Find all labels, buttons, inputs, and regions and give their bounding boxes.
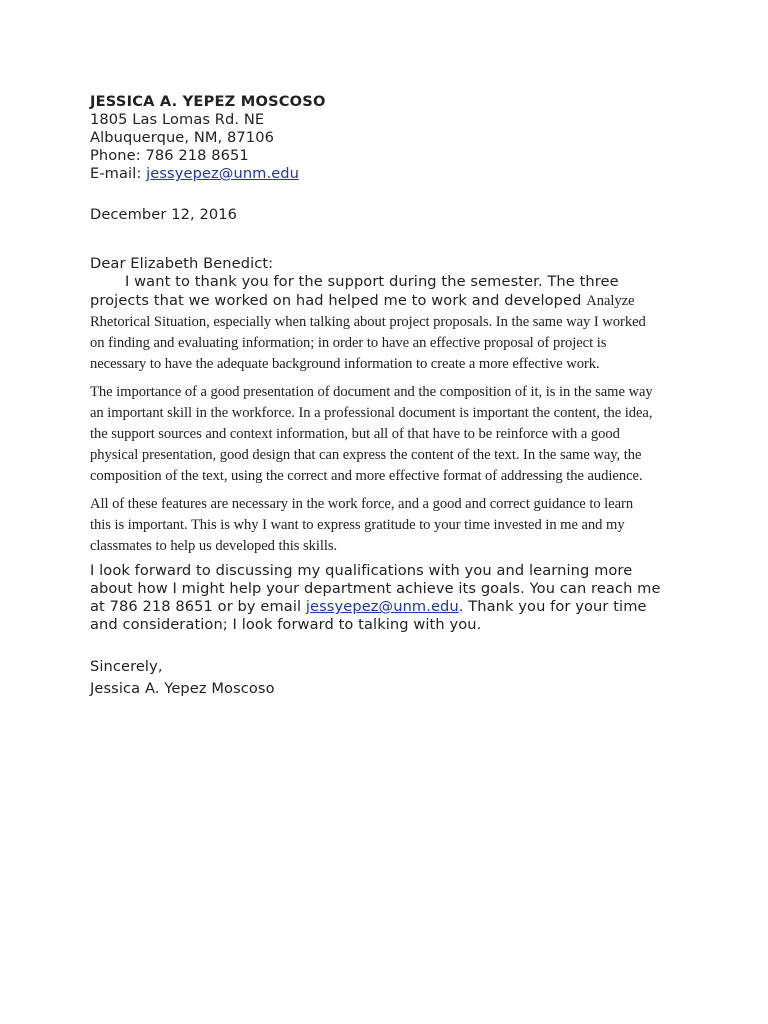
body-email-link[interactable]: jessyepez@unm.edu: [305, 598, 459, 615]
paragraph-text: . Thank you for your time: [458, 598, 647, 615]
paragraph-line: about how I might help your department achieve its goals. You can reach me: [90, 580, 661, 597]
paragraph-line: I look forward to discussing my qualifications with you and learning more: [90, 562, 633, 579]
email-label: E-mail:: [90, 165, 147, 182]
sender-address-line-2: Albuquerque, NM, 87106: [90, 129, 274, 146]
paragraph-line: Rhetorical Situation, especially when talking about project proposals. In the same way I worked: [90, 314, 646, 330]
sender-phone: Phone: 786 218 8651: [90, 147, 249, 164]
sender-block: [90, 92, 690, 183]
paragraph-line: an important skill in the workforce. In a professional document is important the content, the idea,: [90, 405, 653, 421]
body-paragraph-1: [90, 273, 690, 375]
paragraph-line: The importance of a good presentation of document and the composition of it, is in the same way: [90, 384, 653, 400]
body-paragraph-3: [90, 494, 690, 557]
sender-name: JESSICA A. YEPEZ MOSCOSO: [90, 93, 326, 110]
body-paragraph-2: [90, 382, 690, 487]
signature-name: Jessica A. Yepez Moscoso: [90, 680, 275, 697]
sender-email-line: [90, 165, 690, 183]
sender-address-line-1: 1805 Las Lomas Rd. NE: [90, 111, 265, 128]
body-paragraph-4: [90, 562, 690, 634]
closing: Sincerely,: [90, 658, 163, 675]
paragraph-text: at 786 218 8651 or by email: [90, 598, 306, 615]
paragraph-text-serif: Analyze: [586, 293, 635, 309]
paragraph-line: this is important. This is why I want to express gratitude to your time invested in me and my: [90, 517, 625, 533]
paragraph-line: composition of the text, using the correct and more effective format of addressing the audience.: [90, 468, 643, 484]
letter-page: [90, 92, 690, 698]
paragraph-text-sans: projects that we worked on had helped me to work and developed: [90, 292, 587, 309]
paragraph-line: [90, 598, 690, 616]
paragraph-line: the support sources and context information, but all of that have to be reinforce with a good: [90, 426, 620, 442]
sender-email-link[interactable]: jessyepez@unm.edu: [146, 165, 300, 182]
paragraph-line: and consideration; I look forward to talking with you.: [90, 616, 482, 633]
paragraph-line: All of these features are necessary in the work force, and a good and correct guidance to learn: [90, 496, 634, 512]
paragraph-line: I want to thank you for the support during the semester. The three: [125, 273, 619, 290]
salutation: Dear Elizabeth Benedict:: [90, 255, 274, 272]
paragraph-line: classmates to help us developed this skills.: [90, 538, 338, 554]
paragraph-line: on finding and evaluating information; in order to have an effective proposal of project is: [90, 335, 607, 351]
paragraph-line: necessary to have the adequate background information to create a more effective work.: [90, 356, 600, 372]
paragraph-line: [90, 291, 690, 312]
letter-date: December 12, 2016: [90, 206, 238, 223]
paragraph-line: physical presentation, good design that can express the content of the text. In the same way, the: [90, 447, 642, 463]
